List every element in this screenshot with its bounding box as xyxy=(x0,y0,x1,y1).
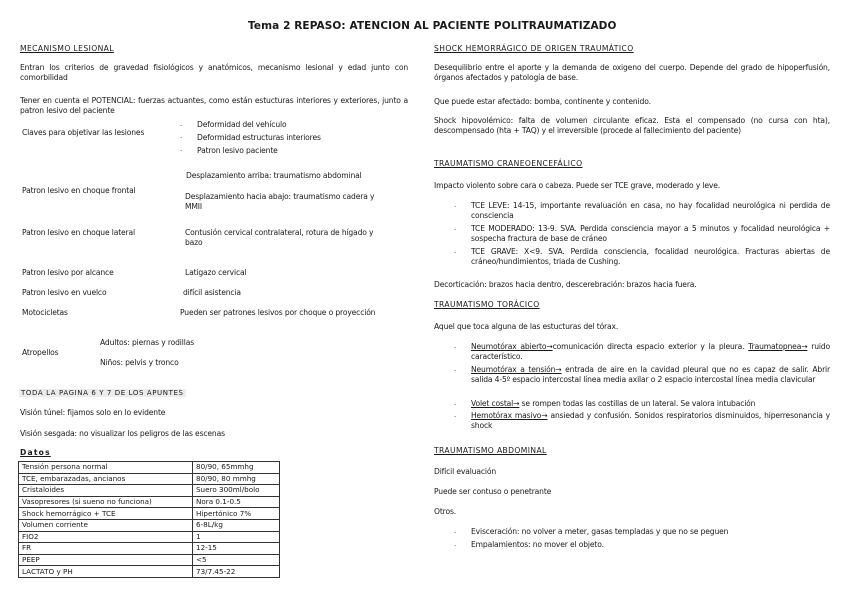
tce-item-leve: TCE LEVE: 14-15, importante revaluación en casa, no hay focalidad neurológica ni perdida de consciencia xyxy=(471,201,830,220)
cell-label: TCE, embarazadas, ancianos xyxy=(19,473,193,485)
cell-label: Tensión persona normal xyxy=(19,462,193,474)
paragraph-potencial: Tener en cuenta el POTENCIAL: fuerzas actuantes, como están estucturas interiores y exteriores, junto a patron lesivo del paciente xyxy=(20,96,408,115)
vision-sesgada: Visión sesgada: no visualizar los peligros de las escenas xyxy=(20,429,225,438)
abdominal-p3: Otros. xyxy=(434,507,457,516)
toracico-item-neumotorax-abierto xyxy=(471,342,830,362)
heading-shock-hemorragico: SHOCK HEMORRÁGICO DE ORIGEN TRAUMÁTICO xyxy=(434,44,634,53)
term: Volet costal→ xyxy=(471,399,520,408)
toracico-p1: Aquel que toca alguna de las estucturas del tórax. xyxy=(434,322,619,331)
cell-label: FIO2 xyxy=(19,531,193,543)
label-motocicletas: Motocicletas xyxy=(22,308,68,317)
cell-label: FR xyxy=(19,543,193,555)
cell-value: <5 xyxy=(193,554,280,566)
bullet: . xyxy=(454,365,457,373)
datos-table xyxy=(18,461,280,578)
shock-p1: Desequilibrio entre el aporte y la demanda de oxigeno del cuerpo. Depende del grado de hipoperfusión, órganos afectados y patología de base. xyxy=(434,63,830,82)
heading-tce: TRAUMATISMO CRANEOENCEFÁLICO xyxy=(434,159,583,168)
cell-label: LACTATO y PH xyxy=(19,566,193,578)
table-row xyxy=(19,554,280,566)
table-row xyxy=(19,485,280,497)
term-text: ruido característico. xyxy=(471,342,830,361)
claves-item: Patron lesivo paciente xyxy=(197,146,278,155)
cell-value: 80/90, 65mmhg xyxy=(193,462,280,474)
table-row xyxy=(19,462,280,474)
bullet: . xyxy=(454,399,457,407)
cell-label: Vasopresores (si sueno no funciona) xyxy=(19,496,193,508)
heading-toracico: TRAUMATISMO TORÁCICO xyxy=(434,300,540,309)
claves-item: Deformidad del vehículo xyxy=(197,120,287,129)
shock-p2: Que puede estar afectado: bomba, continente y contenido. xyxy=(434,97,651,106)
alcance-value: Latigazo cervical xyxy=(185,268,247,277)
label-choque-frontal: Patron lesivo en choque frontal xyxy=(22,186,136,195)
paragraph-criterios: Entran los criterios de gravedad fisiológicos y anatómicos, mecanismo lesional y edad junto con comorbilidad xyxy=(20,63,408,82)
toracico-item-hemotorax xyxy=(471,411,830,431)
cell-value: Nora 0.1-0.5 xyxy=(193,496,280,508)
label-claves: Claves para objetivar las lesiones xyxy=(22,128,145,137)
bullet: . xyxy=(180,145,183,153)
atropellos-ninos: Niños: pelvis y tronco xyxy=(100,358,179,367)
term: Neumotórax a tensión→ xyxy=(471,365,562,374)
bullet: . xyxy=(180,132,183,140)
vision-tunel: Visión túnel: fijamos solo en lo evidente xyxy=(20,408,166,417)
frontal-arriba: Desplazamiento arriba: traumatismo abdominal xyxy=(186,171,362,180)
cell-value: 73/7.45-22 xyxy=(193,566,280,578)
term-text: comunicación directa espacio exterior y la pleura. xyxy=(552,342,745,351)
label-alcance: Patron lesivo por alcance xyxy=(22,268,114,277)
tce-p2: Decorticación: brazos hacia dentro, descerebración: brazos hacia fuera. xyxy=(434,280,697,289)
abdominal-item-empalamientos: Empalamientos: no mover el objeto. xyxy=(471,540,604,549)
motocicletas-value: Pueden ser patrones lesivos por choque o proyección xyxy=(180,308,376,317)
atropellos-adultos: Adultos: piernas y rodillas xyxy=(100,338,195,347)
vuelco-value: difícil asistencia xyxy=(183,288,241,297)
cell-value: 12-15 xyxy=(193,543,280,555)
bullet: . xyxy=(454,540,457,548)
toracico-item-volet xyxy=(471,399,833,409)
term-text: se rompen todas las costillas de un lateral. Se valora intubación xyxy=(519,399,756,408)
lateral-value: Contusión cervical contralateral, rotura de hígado y bazo xyxy=(185,228,374,247)
highlight-note: TODA LA PAGINA 6 Y 7 DE LOS APUNTES xyxy=(21,389,184,397)
cell-label: Volumen corriente xyxy=(19,519,193,531)
toracico-item-neumotorax-tension xyxy=(471,365,830,385)
table-row xyxy=(19,543,280,555)
cell-value: 1 xyxy=(193,531,280,543)
abdominal-p2: Puede ser contuso o penetrante xyxy=(434,487,552,496)
term: Hemotórax masivo→ xyxy=(471,411,548,420)
cell-value: Suero 300ml/bolo xyxy=(193,485,280,497)
term-text: ansiedad y confusión. Sonidos respiratorios disminuidos, hiperresonancia y shock xyxy=(471,411,830,430)
bullet: . xyxy=(180,120,183,128)
cell-value: Hipertónico 7% xyxy=(193,508,280,520)
abdominal-item-evisceracion: Evisceración: no volver a meter, gasas templadas y que no se peguen xyxy=(471,527,729,536)
tce-item-grave: TCE GRAVE: X<9. SVA. Perdida consciencia, focalidad neurológica. Fracturas abiertas de cráneo/hundimientos, triada de Cushing. xyxy=(471,247,830,266)
heading-abdominal: TRAUMATISMO ABDOMINAL xyxy=(434,446,547,455)
bullet: . xyxy=(454,201,457,209)
table-row xyxy=(19,473,280,485)
cell-value: 6-8L/kg xyxy=(193,519,280,531)
label-choque-lateral: Patron lesivo en choque lateral xyxy=(22,228,135,237)
bullet: . xyxy=(454,411,457,419)
cell-label: PEEP xyxy=(19,554,193,566)
table-row xyxy=(19,566,280,578)
table-row xyxy=(19,519,280,531)
tce-item-moderado: TCE MODERADO: 13-9. SVA. Perdida consciencia mayor a 5 minutos y focalidad neurológica + sospecha fractura de base de cráneo xyxy=(471,224,830,243)
page-title: Tema 2 REPASO: ATENCION AL PACIENTE POLITRAUMATIZADO xyxy=(248,20,617,32)
tce-p1: Impacto violento sobre cara o cabeza. Puede ser TCE grave, moderado y leve. xyxy=(434,181,721,190)
term-text: entrada de aire en la cavidad pleural que no es capaz de salir. Abrir salida 4-5º espacio intercostal línea media axilar o 2 espacio intercostal línea media clavicular xyxy=(471,365,830,384)
bullet: . xyxy=(454,247,457,255)
heading-datos: Datos xyxy=(20,448,51,457)
table-row xyxy=(19,508,280,520)
bullet: . xyxy=(454,527,457,535)
abdominal-p1: Difícil evaluación xyxy=(434,467,496,476)
table-row xyxy=(19,496,280,508)
table-row xyxy=(19,531,280,543)
frontal-abajo: Desplazamiento hacia abajo: traumatismo cadera y MMII xyxy=(185,192,375,211)
bullet: . xyxy=(454,224,457,232)
term: Traumatopnea→ xyxy=(748,342,808,351)
label-vuelco: Patron lesivo en vuelco xyxy=(22,288,107,297)
shock-p3: Shock hipovolémico: falta de volumen circulante eficaz. Esta el compensado (no cursa con hta), descompensado (hta + TAQ) y el irreversible (procede al fallecimiento del paciente) xyxy=(434,116,830,135)
heading-mecanismo-lesional: MECANISMO LESIONAL xyxy=(20,44,114,53)
label-atropellos: Atropellos xyxy=(22,348,59,357)
term: Neumotórax abierto→ xyxy=(471,342,553,351)
bullet: . xyxy=(454,342,457,350)
claves-item: Deformidad estructuras interiores xyxy=(197,133,321,142)
cell-label: Shock hemorrágico + TCE xyxy=(19,508,193,520)
cell-label: Cristaloides xyxy=(19,485,193,497)
cell-value: 80/90, 80 mmhg xyxy=(193,473,280,485)
